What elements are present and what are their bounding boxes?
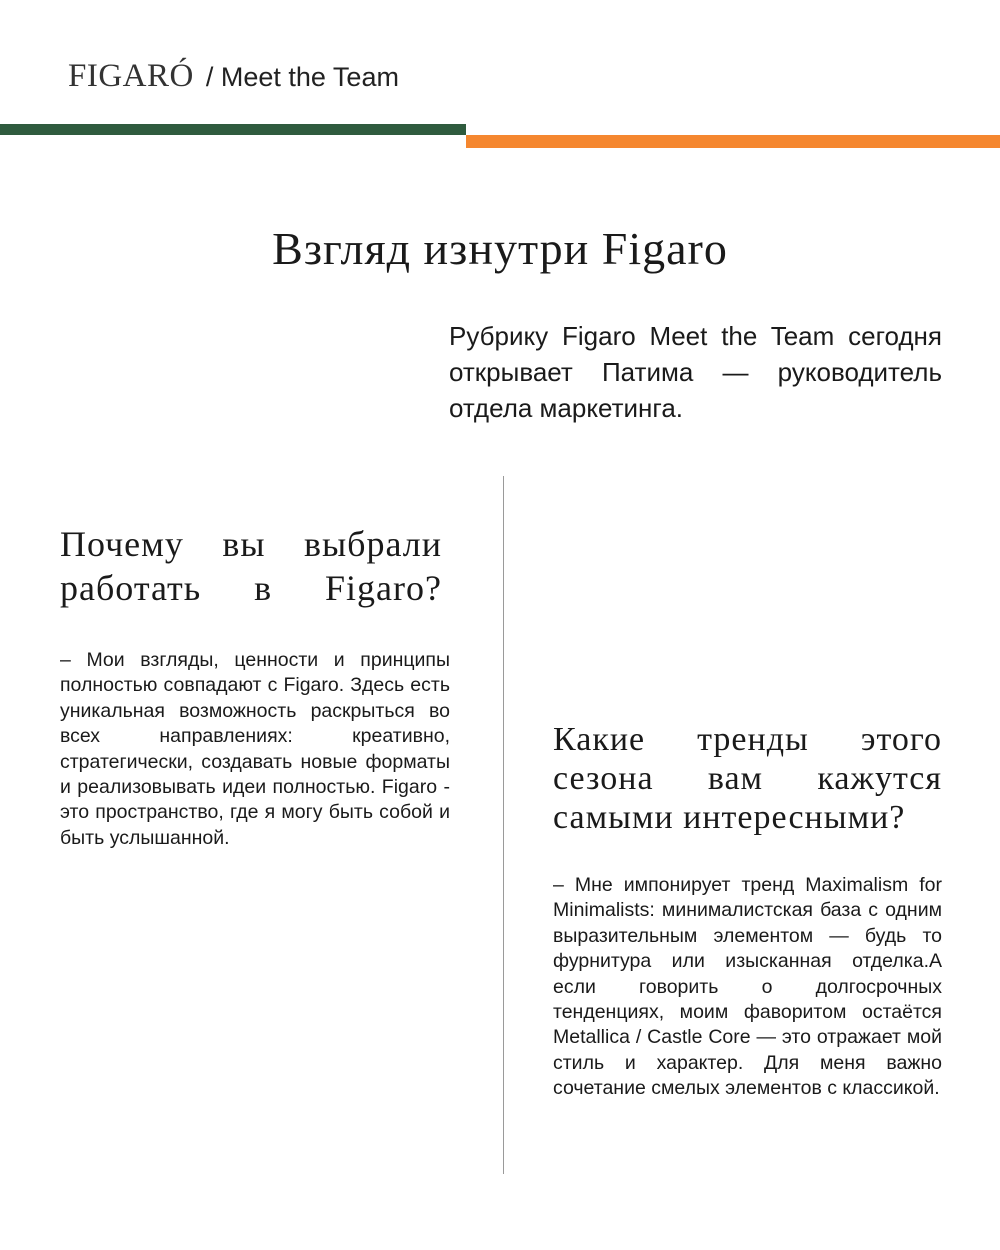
header: [68, 58, 399, 98]
green-accent-bar: [0, 124, 466, 135]
orange-accent-bar: [466, 135, 1000, 148]
answer-2: – Мне импонирует тренд Maximalism for Minimalists: минималистская база с одним выразительным элементом — будь то фурнитура или изысканная отделка.А если говорить о долгосрочных тенденциях, моим фаворитом остаётся Metallica / Castle Core — это отражает мой стиль и характер. Для меня важно сочетание смелых элементов с классикой.: [553, 874, 942, 1100]
question-2: Какие тренды этого сезона вам кажутся самыми интересными?: [553, 721, 942, 836]
breadcrumb: / Meet the Team: [205, 62, 399, 92]
page-title: Взгляд изнутри Figaro: [272, 223, 728, 274]
intro-text: Рубрику Figaro Meet the Team сегодня открывает Патима — руководитель отдела маркетинга.: [449, 321, 942, 423]
question-1: Почему вы выбрали работать в Figaro?: [60, 524, 442, 608]
figaro-logo[interactable]: FIGARÓ: [68, 58, 194, 94]
column-divider: [503, 476, 504, 1174]
answer-1: – Мои взгляды, ценности и принципы полностью совпадают с Figaro. Здесь есть уникальная возможность раскрыться во всех направлениях: креативно, стратегически, создавать новые форматы и реализовывать идеи полностью. Figaro - это пространство, где я могу быть собой и быть услышанной.: [60, 649, 450, 849]
